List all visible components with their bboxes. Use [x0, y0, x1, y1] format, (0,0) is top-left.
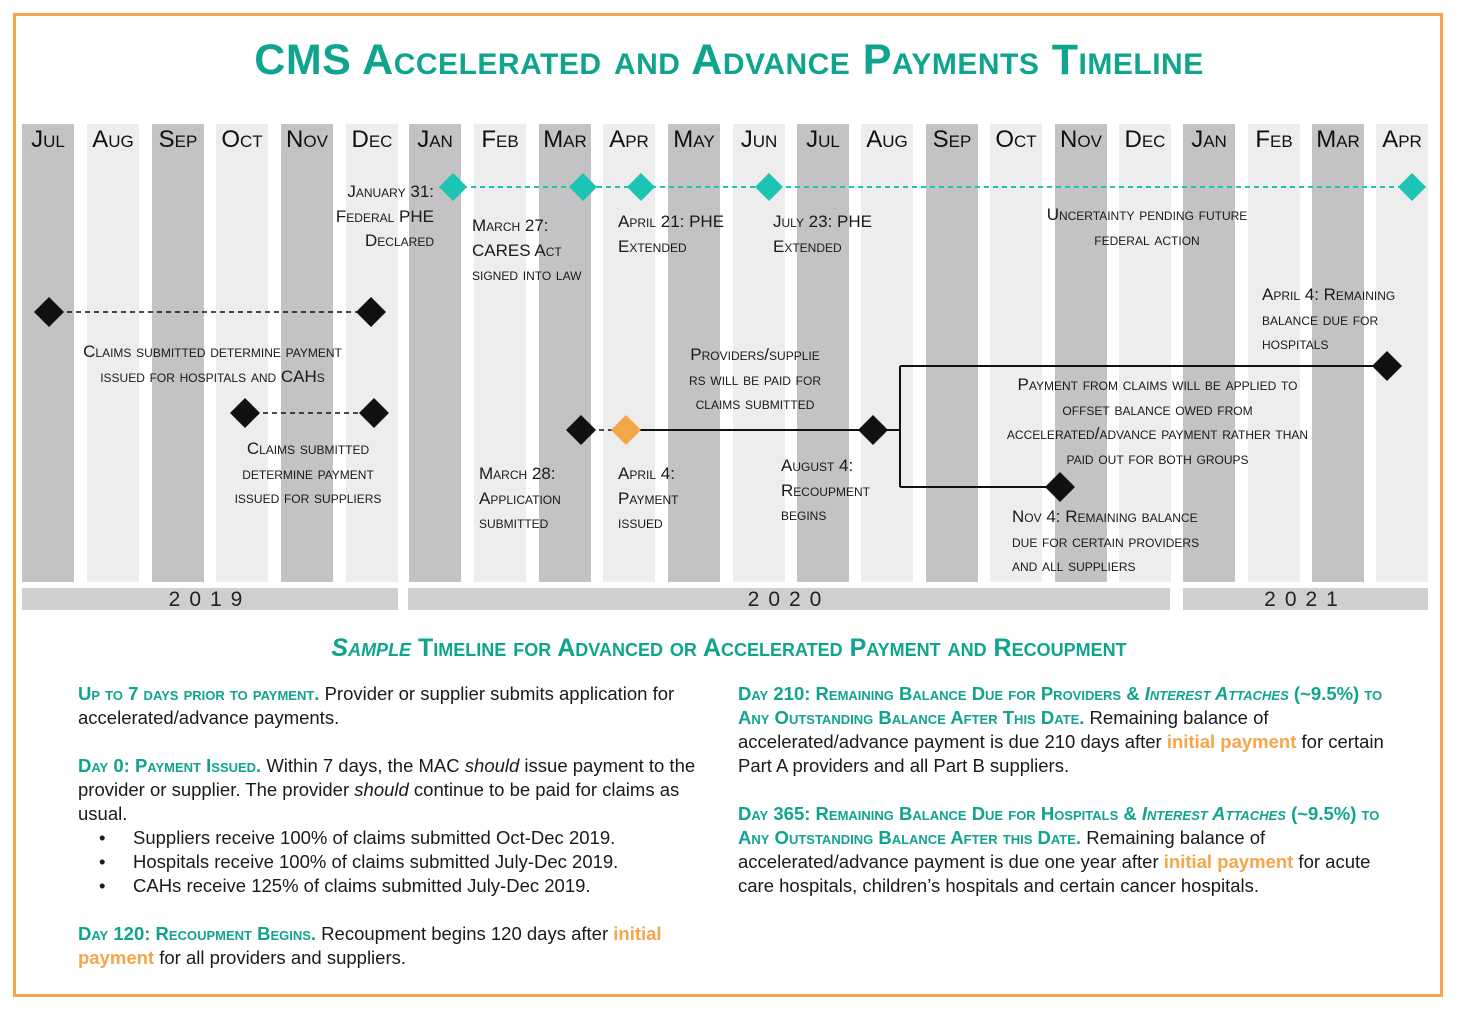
annotation-claims-hospitals: Claims submitted determine payment issued for hospitals and CAHs: [83, 342, 342, 386]
left-column-text: [78, 682, 698, 994]
apr2021-marker: [1398, 173, 1426, 201]
month-label: Nov: [286, 126, 328, 153]
month-label: Mar: [1316, 126, 1360, 153]
month-label: Aug: [866, 126, 908, 153]
claims-supp-end-marker: [359, 398, 389, 428]
annotation-nov4: Nov 4: Remaining balance due for certain providers and all suppliers: [1012, 507, 1200, 575]
year-band-2020: 2020: [408, 588, 1170, 610]
mar28-marker: [566, 415, 596, 445]
day0-bullets: [78, 826, 698, 898]
page-title: CMS Accelerated and Advance Payments Timeline: [254, 36, 1204, 84]
claims-hosp-end-marker: [356, 297, 386, 327]
para-prior-payment: Up to 7 days prior to payment. Provider or supplier submits application for accelerated/advance payments.: [78, 683, 675, 728]
para-day120: Day 120: Recoupment Begins. Recoupment begins 120 days after initial payment for all providers and suppliers.: [78, 923, 662, 968]
month-label: Aug: [92, 126, 134, 153]
annotation-providers-paid: Providers/supplie rs will be paid for claims submitted: [688, 345, 822, 413]
annotation-claims-suppliers: Claims submitted determine payment issued for suppliers: [234, 439, 382, 507]
month-label: Feb: [481, 126, 519, 153]
month-label: Dec: [351, 126, 393, 153]
right-column-text: [738, 682, 1406, 922]
annotation-jul23: July 23: PHE Extended: [773, 212, 872, 256]
month-label: Apr: [609, 126, 649, 153]
month-label: Oct: [221, 126, 263, 153]
jul23-marker: [755, 173, 783, 201]
month-label: Mar: [543, 126, 587, 153]
para-day0: Day 0: Payment Issued. Within 7 days, the MAC should issue payment to the provider or supplier. The provider should continue to be paid for claims as usual. • Suppliers receive 100% of claims submitted Oct-Dec 2019. • Hospitals receive 100% of claims submitted July-Dec 2019. • CAHs receive 125% of claims submitted July-Dec 2019.: [78, 754, 698, 898]
para-day210: Day 210: Remaining Balance Due for Providers & Interest Attaches (~9.5%) to Any Outstanding Balance After This Date. Remaining balance of accelerated/advance payment is due 210 days after initial payment for certain Part A providers and all Part B suppliers.: [738, 683, 1384, 776]
bullet-item: • CAHs receive 125% of claims submitted July-Dec 2019.: [133, 874, 698, 898]
annotation-mar28: March 28: Application submitted: [479, 464, 561, 532]
annotation-apr21: April 21: PHE Extended: [618, 212, 725, 256]
annotation-uncertainty: Uncertainty pending future federal action: [1046, 205, 1248, 249]
para-day365: Day 365: Remaining Balance Due for Hospitals & Interest Attaches (~9.5%) to Any Outstanding Balance After this Date. Remaining balance of accelerated/advance payment is due one year after initial payment for acute care hospitals, children’s hospitals and certain cancer hospitals.: [738, 803, 1380, 896]
month-label: May: [673, 126, 715, 153]
month-label: Apr: [1382, 126, 1422, 153]
annotation-apr4-hospitals: April 4: Remaining balance due for hospitals: [1262, 285, 1396, 353]
bullet-item: • Hospitals receive 100% of claims submitted July-Dec 2019.: [133, 850, 698, 874]
bullet-item: • Suppliers receive 100% of claims submitted Oct-Dec 2019.: [133, 826, 698, 850]
month-label: Sep: [158, 126, 198, 153]
month-label: Dec: [1124, 126, 1166, 153]
aug4-marker: [858, 415, 888, 445]
nov4-marker: [1045, 472, 1075, 502]
sample-timeline-heading: Sample Timeline for Advanced or Accelerated Payment and Recoupment: [331, 634, 1127, 662]
month-label: Nov: [1060, 126, 1102, 153]
apr4-payment-marker: [611, 415, 641, 445]
month-label: Feb: [1255, 126, 1293, 153]
year-band-2019: 2019: [22, 588, 398, 610]
month-label: Jul: [31, 126, 65, 153]
jan31-marker: [439, 173, 467, 201]
month-label: Jun: [740, 126, 778, 153]
month-label: Jan: [1191, 126, 1227, 153]
year-band-2021: 2021: [1183, 588, 1428, 610]
month-label: Jan: [417, 126, 453, 153]
claims-hosp-start-marker: [34, 297, 64, 327]
annotation-mar27: March 27: CARES Act signed into law: [472, 216, 582, 284]
apr21-marker: [627, 173, 655, 201]
month-label: Sep: [932, 126, 972, 153]
claims-supp-start-marker: [230, 398, 260, 428]
month-label: Oct: [995, 126, 1037, 153]
annotation-aug4: August 4: Recoupment begins: [781, 456, 870, 524]
mar27-marker: [569, 173, 597, 201]
annotation-jan31: January 31: Federal PHE Declared: [335, 182, 434, 250]
annotation-offset: Payment from claims will be applied to offset balance owed from accelerated/advance payment rather than paid out for both groups: [1006, 375, 1309, 468]
month-label: Jul: [806, 126, 840, 153]
annotation-apr4-payment: April 4: Payment issued: [618, 464, 679, 532]
